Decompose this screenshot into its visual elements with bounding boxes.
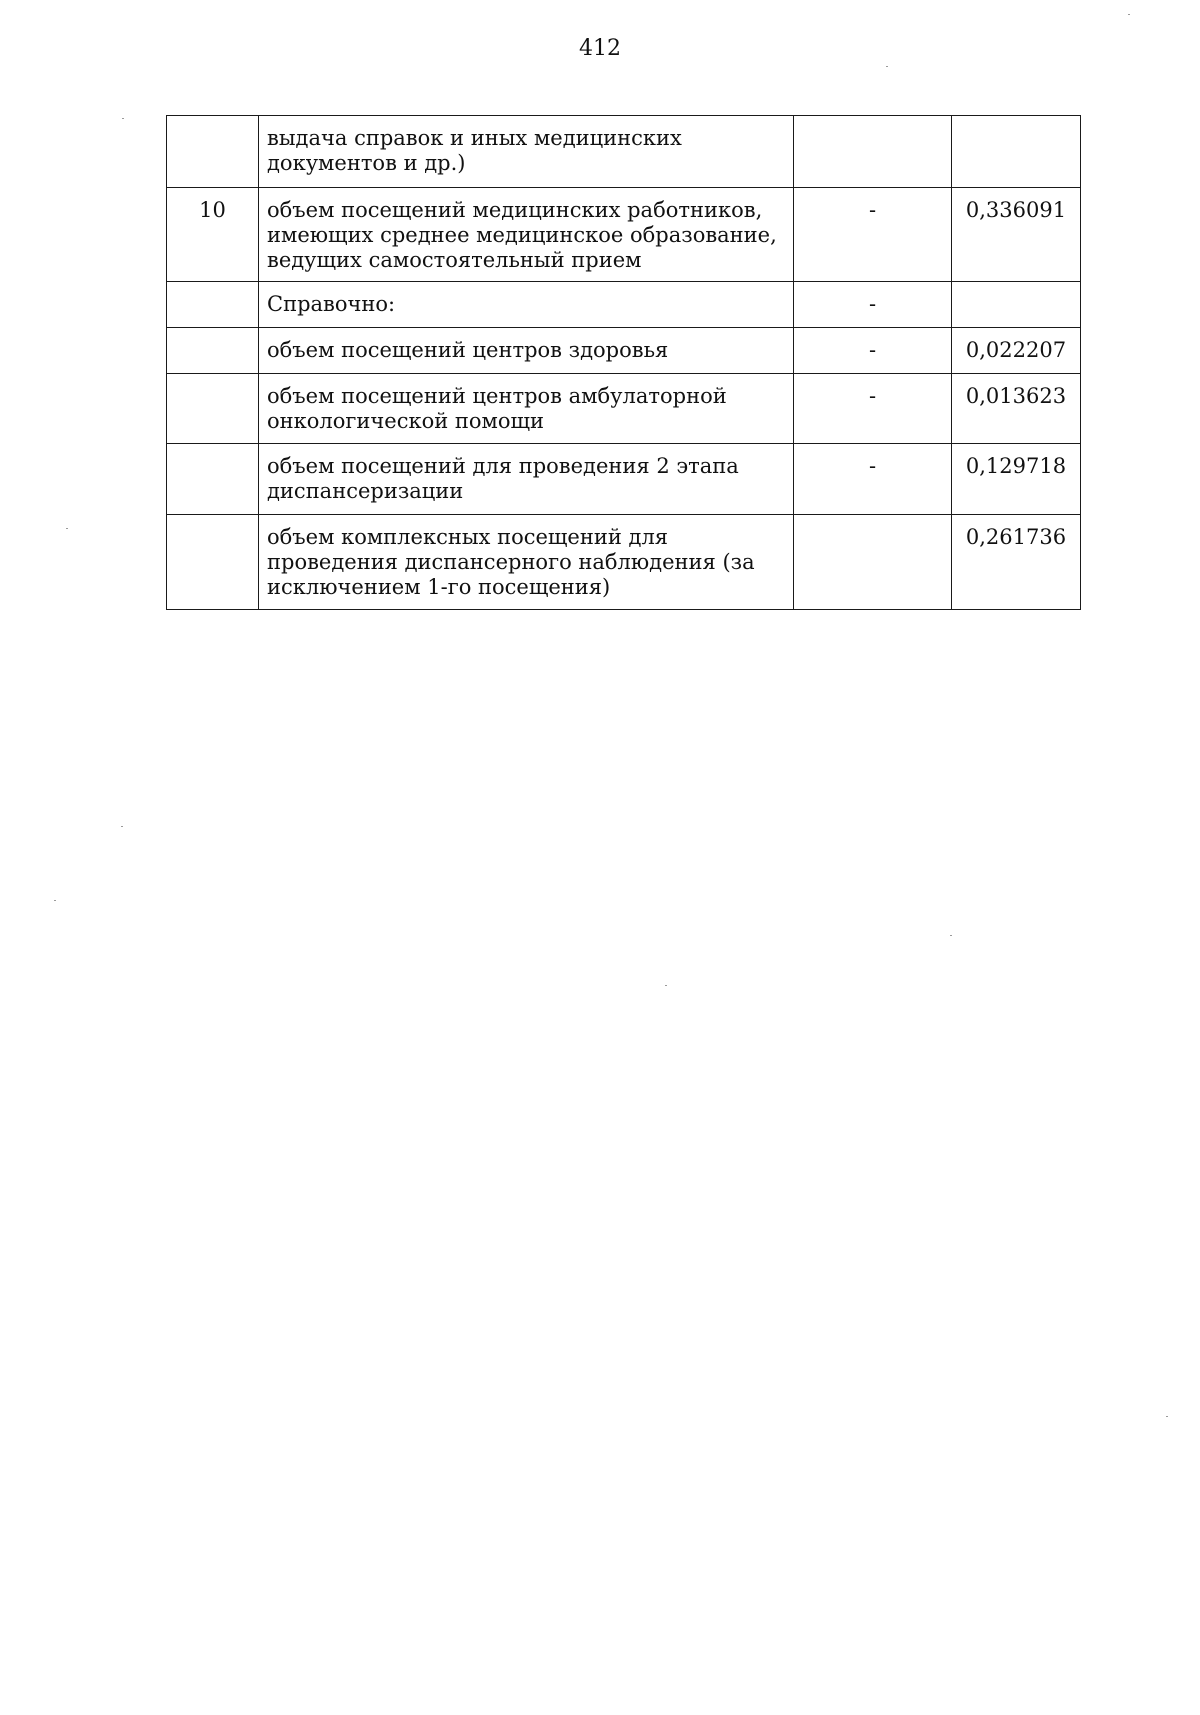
scan-speck [122,118,124,119]
row-unit-cell: - [794,444,952,515]
row-value-cell: 0,022207 [952,328,1081,374]
row-name-cell: объем посещений центров здоровья [259,328,794,374]
row-number-cell [167,282,259,328]
scan-speck [1128,14,1130,15]
table-row [167,515,1081,610]
row-value-cell: 0,336091 [952,188,1081,282]
row-unit-cell: - [794,282,952,328]
row-value-cell: 0,013623 [952,374,1081,444]
table-row [167,328,1081,374]
table-row [167,188,1081,282]
data-table [166,115,1081,610]
scan-speck [665,985,667,986]
row-unit-cell: - [794,188,952,282]
row-value-cell: 0,261736 [952,515,1081,610]
row-name-cell: объем комплексных посещений для проведения диспансерного наблюдения (за исключением 1-го посещения) [259,515,794,610]
row-unit-cell: - [794,374,952,444]
row-number-cell [167,515,259,610]
table-row [167,444,1081,515]
row-unit-cell [794,116,952,188]
scan-speck [121,826,123,827]
row-name-cell: объем посещений медицинских работников, имеющих среднее медицинское образование, ведущих самостоятельный прием [259,188,794,282]
row-name-cell: объем посещений центров амбулаторной онкологической помощи [259,374,794,444]
scan-speck [66,528,68,529]
row-number-cell [167,328,259,374]
row-number-cell [167,444,259,515]
row-name-cell: Справочно: [259,282,794,328]
row-name-cell: объем посещений для проведения 2 этапа диспансеризации [259,444,794,515]
table-row [167,374,1081,444]
row-value-cell: 0,129718 [952,444,1081,515]
table-row [167,282,1081,328]
row-name-cell: выдача справок и иных медицинских документов и др.) [259,116,794,188]
row-value-cell [952,116,1081,188]
table-row [167,116,1081,188]
row-number-cell [167,116,259,188]
scan-speck [54,900,56,901]
row-unit-cell: - [794,328,952,374]
row-number-cell: 10 [167,188,259,282]
page-number: 412 [579,36,621,61]
scan-speck [950,935,952,936]
scan-speck [886,66,888,67]
row-number-cell [167,374,259,444]
scan-speck [1166,1416,1168,1417]
row-unit-cell [794,515,952,610]
row-value-cell [952,282,1081,328]
